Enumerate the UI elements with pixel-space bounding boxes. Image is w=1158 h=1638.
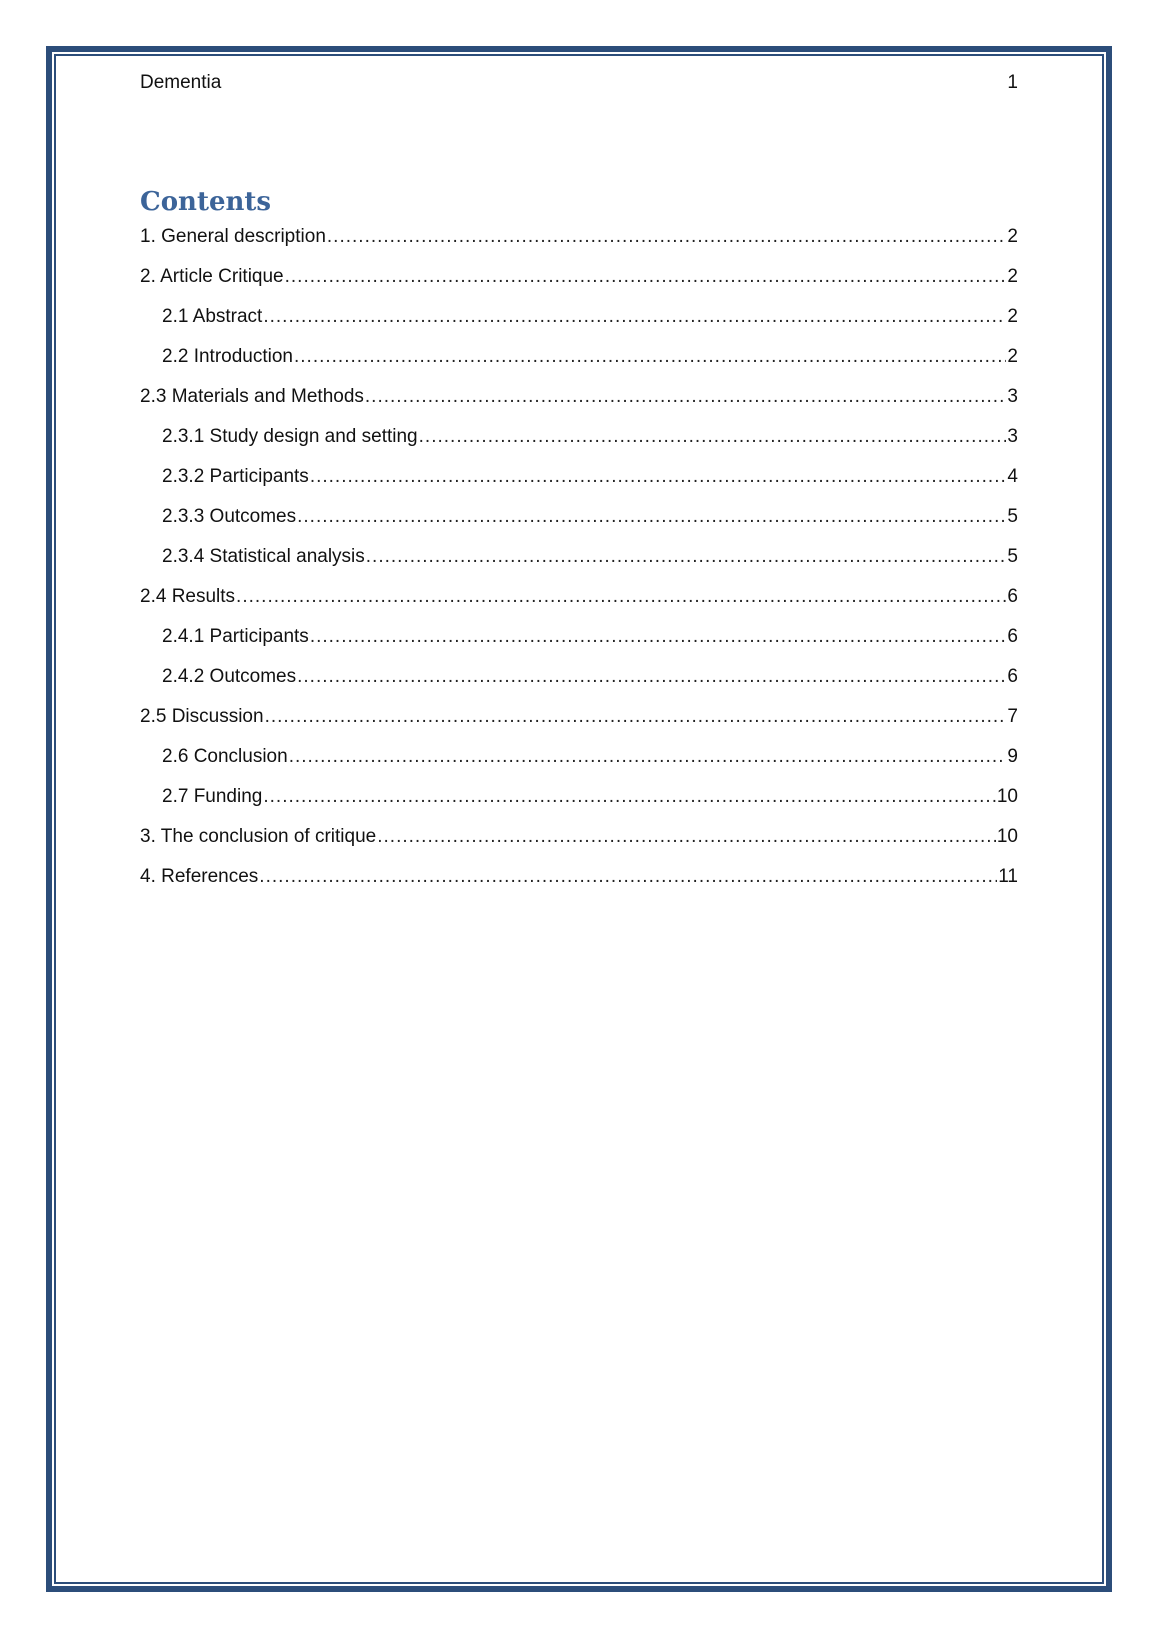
toc-entry-label: 2.7 Funding	[162, 786, 263, 807]
page-header	[140, 70, 1018, 96]
toc-entry-conclusion[interactable]	[140, 743, 1018, 783]
toc-dot-leader	[297, 503, 1006, 531]
toc-entry-references[interactable]	[140, 863, 1018, 903]
toc-dot-leader	[294, 343, 1006, 371]
toc-entry-page: 3	[1007, 426, 1018, 447]
toc-entry-funding[interactable]	[140, 783, 1018, 823]
toc-entry-page: 9	[1007, 746, 1018, 767]
toc-entry-label: 2.3.3 Outcomes	[162, 506, 297, 527]
toc-entry-page: 5	[1007, 506, 1018, 527]
toc-dot-leader	[289, 743, 1007, 771]
toc-entry-page: 3	[1007, 386, 1018, 407]
toc-entry-participants[interactable]	[140, 463, 1018, 503]
toc-dot-leader	[377, 823, 996, 851]
toc-entry-page: 11	[998, 866, 1018, 887]
toc-entry-page: 6	[1007, 626, 1018, 647]
toc-entry-materials-and-methods[interactable]	[140, 383, 1018, 423]
toc-dot-leader	[263, 303, 1006, 331]
toc-entry-discussion[interactable]	[140, 703, 1018, 743]
toc-entry-page: 4	[1007, 466, 1018, 487]
toc-entry-label: 2.3 Materials and Methods	[140, 386, 364, 407]
toc-dot-leader	[263, 783, 996, 811]
toc-entry-label: 1. General description	[140, 226, 326, 247]
toc-entry-study-design[interactable]	[140, 423, 1018, 463]
toc-dot-leader	[236, 583, 1006, 611]
toc-entry-label: 2.4.1 Participants	[162, 626, 309, 647]
toc-dot-leader	[259, 863, 997, 891]
toc-entry-page: 2	[1007, 226, 1018, 247]
toc-entry-introduction[interactable]	[140, 343, 1018, 383]
toc-dot-leader	[310, 623, 1007, 651]
toc-dot-leader	[285, 263, 1007, 291]
toc-entry-page: 2	[1007, 266, 1018, 287]
toc-dot-leader	[366, 543, 1007, 571]
toc-entry-article-critique[interactable]	[140, 263, 1018, 303]
toc-entry-general-description[interactable]	[140, 223, 1018, 263]
toc-entry-label: 2. Article Critique	[140, 266, 284, 287]
toc-entry-label: 2.3.1 Study design and setting	[162, 426, 418, 447]
toc-dot-leader	[310, 463, 1007, 491]
toc-entry-page: 7	[1007, 706, 1018, 727]
toc-dot-leader	[265, 703, 1007, 731]
toc-entry-label: 2.1 Abstract	[162, 306, 263, 327]
header-title: Dementia	[140, 72, 222, 93]
toc-entry-label: 2.4 Results	[140, 586, 236, 607]
toc-entry-results-outcomes[interactable]	[140, 663, 1018, 703]
toc-entry-label: 2.3.4 Statistical analysis	[162, 546, 365, 567]
toc-dot-leader	[365, 383, 1007, 411]
toc-entry-label: 2.6 Conclusion	[162, 746, 288, 767]
toc-entry-conclusion-of-critique[interactable]	[140, 823, 1018, 863]
table-of-contents	[140, 223, 1018, 903]
toc-entry-results-participants[interactable]	[140, 623, 1018, 663]
toc-entry-page: 6	[1007, 666, 1018, 687]
toc-entry-label: 4. References	[140, 866, 259, 887]
toc-entry-results[interactable]	[140, 583, 1018, 623]
toc-dot-leader	[419, 423, 1007, 451]
toc-heading: Contents	[140, 187, 272, 217]
toc-dot-leader	[297, 663, 1006, 691]
toc-entry-page: 5	[1007, 546, 1018, 567]
toc-entry-page: 2	[1007, 306, 1018, 327]
toc-entry-page: 10	[996, 786, 1018, 807]
toc-entry-outcomes[interactable]	[140, 503, 1018, 543]
toc-entry-label: 2.5 Discussion	[140, 706, 264, 727]
toc-entry-label: 2.4.2 Outcomes	[162, 666, 297, 687]
toc-entry-label: 2.3.2 Participants	[162, 466, 309, 487]
toc-entry-label: 2.2 Introduction	[162, 346, 293, 367]
toc-entry-abstract[interactable]	[140, 303, 1018, 343]
toc-entry-page: 2	[1007, 346, 1018, 367]
toc-entry-statistical-analysis[interactable]	[140, 543, 1018, 583]
toc-entry-label: 3. The conclusion of critique	[140, 826, 377, 847]
toc-entry-page: 10	[996, 826, 1018, 847]
toc-dot-leader	[327, 223, 1007, 251]
header-page-number: 1	[1007, 72, 1018, 93]
toc-entry-page: 6	[1007, 586, 1018, 607]
